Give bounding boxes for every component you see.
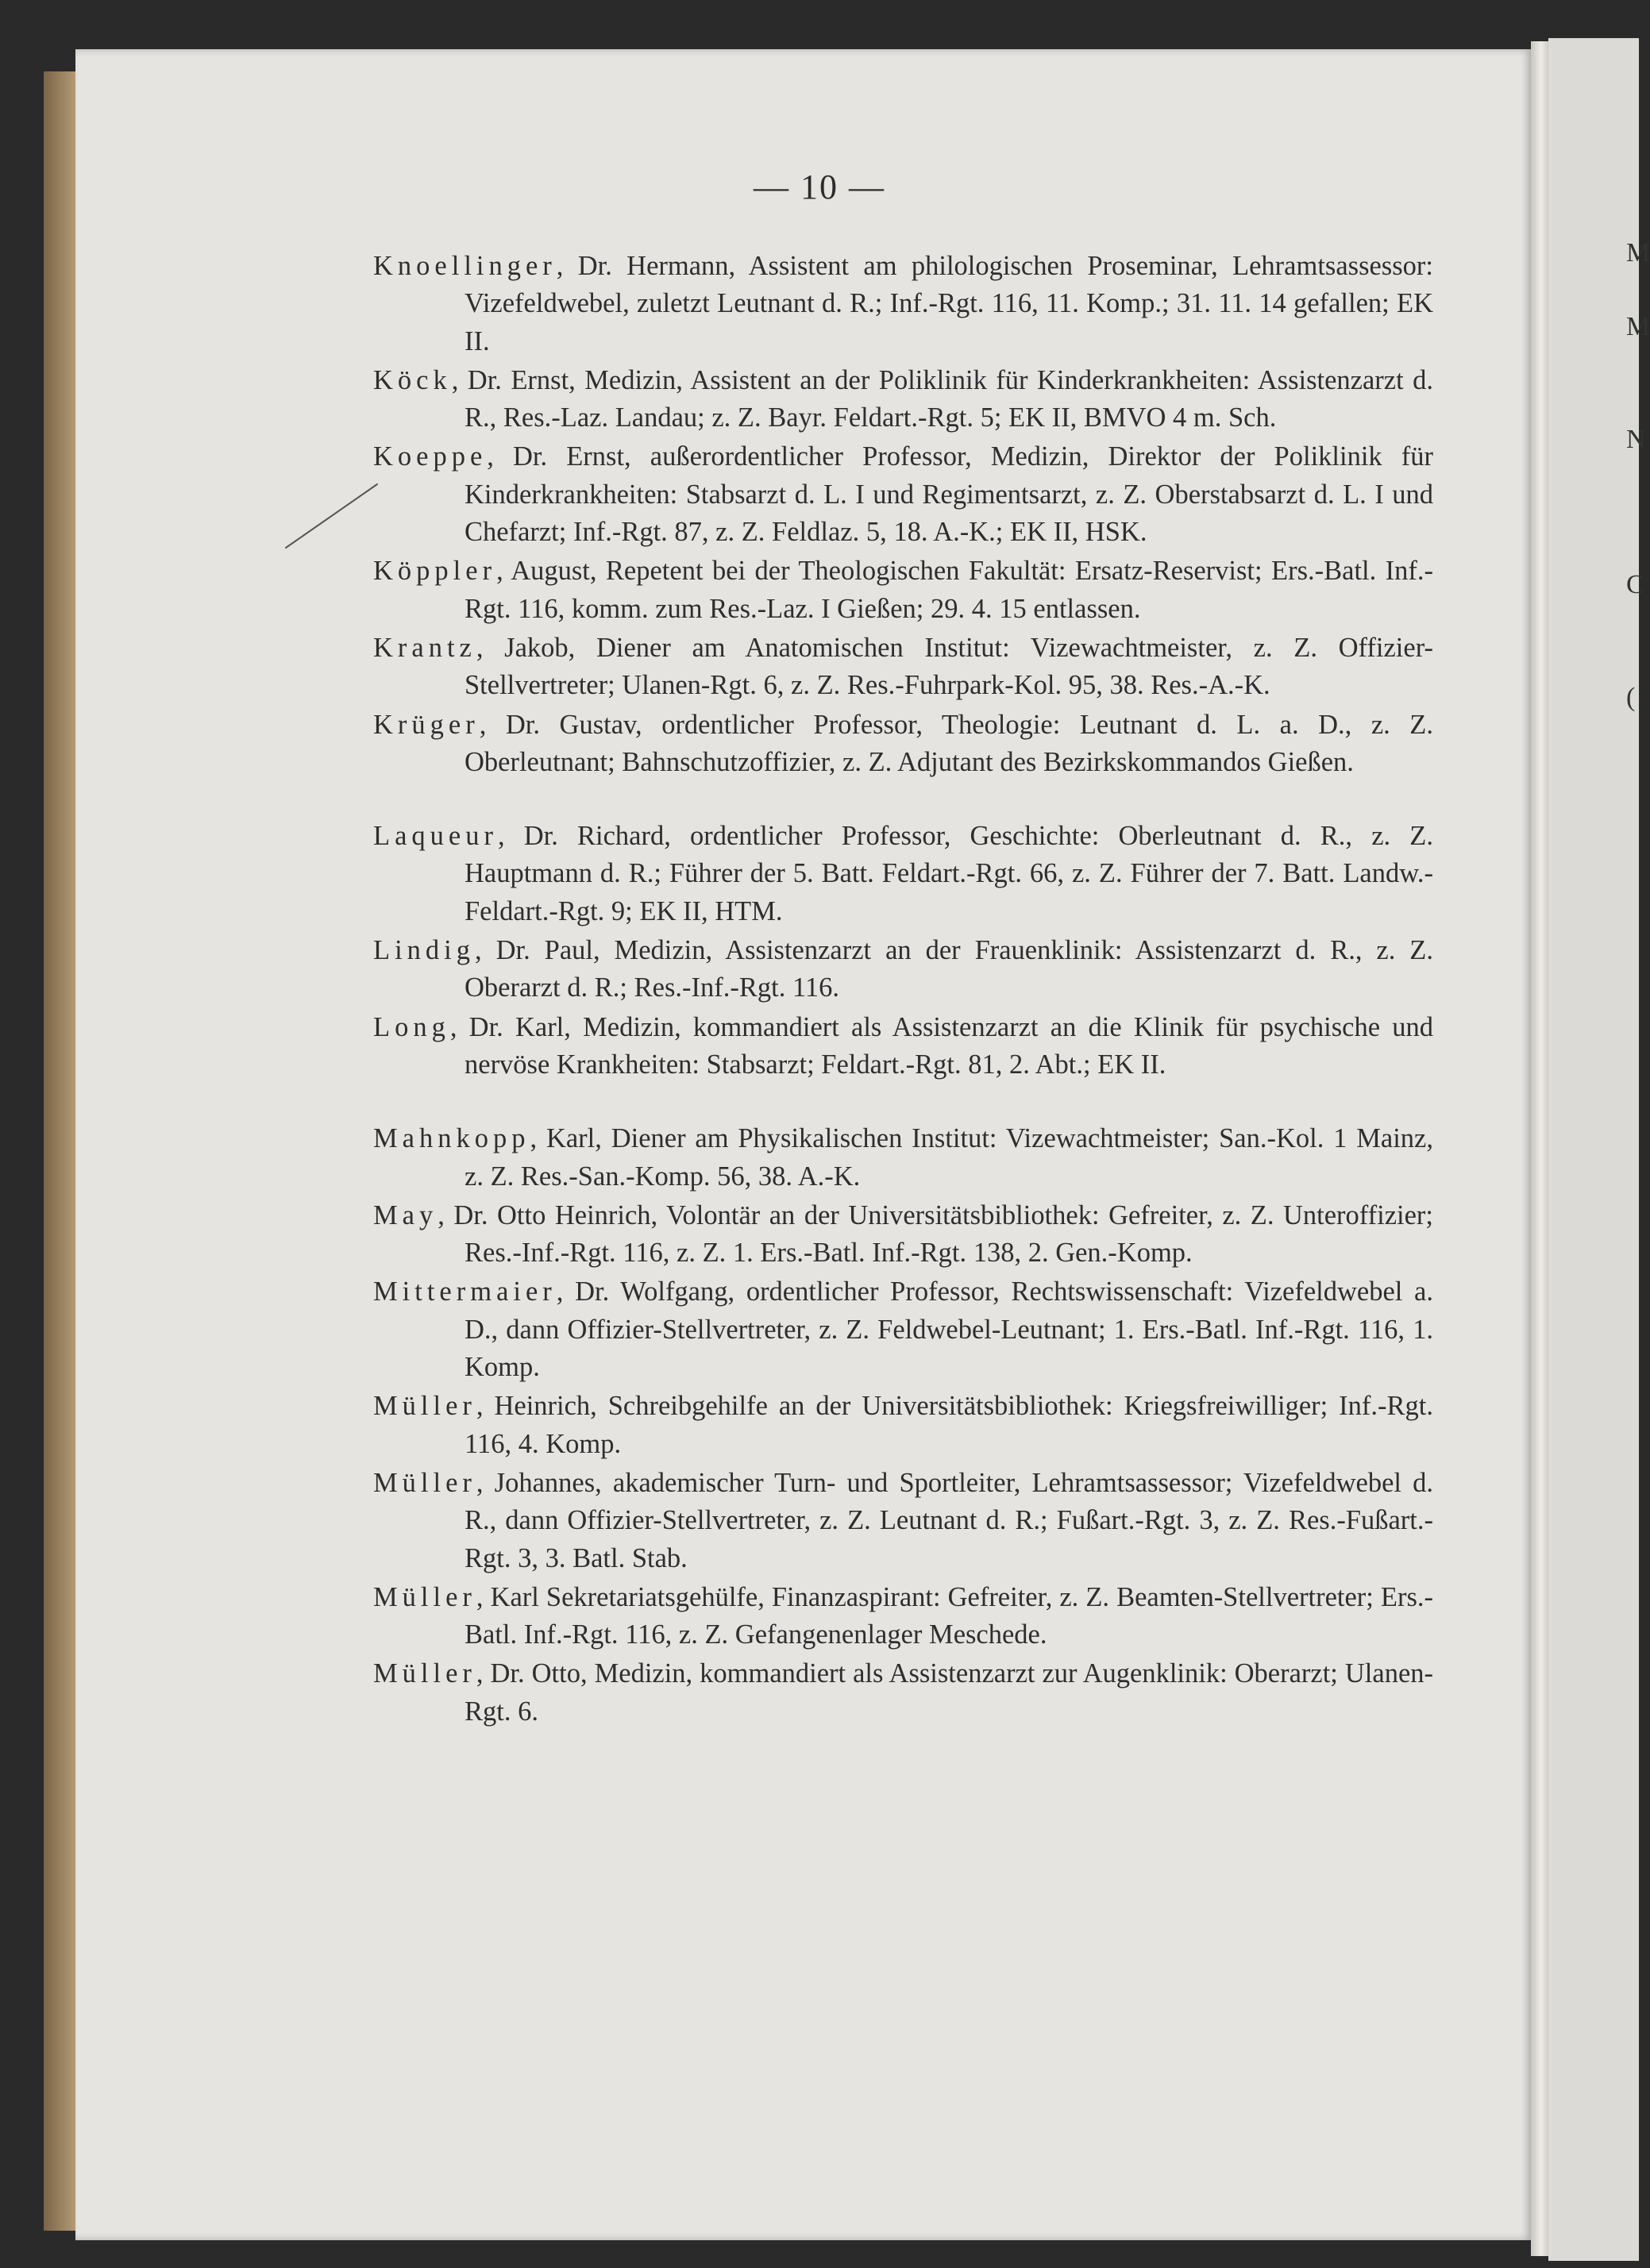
- entry-details: , Dr. Richard, ordentlicher Professor, Geschichte: Oberleutnant d. R., z. Z. Hauptmann d. R.; Führer der 5. Batt. Feldart.-Rgt. 66, z. Z. Führer der 7. Batt. Landw.-Feldart.-Rgt. 9; EK II, HTM.: [465, 821, 1433, 926]
- register-entry: [373, 438, 1433, 551]
- register-entry: [373, 707, 1433, 782]
- section-gap: [373, 783, 1433, 818]
- entry-details: , Dr. Gustav, ordentlicher Professor, Theologie: Leutnant d. L. a. D., z. Z. Oberleutnant; Bahnschutzoffizier, z. Z. Adjutant des Bezirkskommandos Gießen.: [465, 709, 1433, 777]
- adjacent-page-edge: [1548, 38, 1639, 2261]
- entry-details: , Jakob, Diener am Anatomischen Institut: Vizewachtmeister, z. Z. Offizier-Stellvertreter; Ulanen-Rgt. 6, z. Z. Res.-Fuhrpark-Kol. 95, 38. Res.-A.-K.: [465, 632, 1433, 701]
- entry-surname: Müller: [373, 1581, 476, 1612]
- entry-details: , Dr. Otto, Medizin, kommandiert als Assistenzarzt zur Augenklinik: Oberarzt; Ulanen-Rgt. 6.: [465, 1658, 1433, 1727]
- entry-surname: Knoellinger: [373, 251, 557, 281]
- register-entry: [373, 1465, 1433, 1577]
- register-entry: [373, 248, 1433, 360]
- entry-details: , Dr. Karl, Medizin, kommandiert als Assistenzarzt an die Klinik für psychische und nervöse Krankheiten: Stabsarzt; Feldart.-Rgt. 81, 2. Abt.; EK II.: [449, 1011, 1433, 1080]
- entry-details: , Dr. Otto Heinrich, Volontär an der Universitätsbibliothek: Gefreiter, z. Z. Unteroffizier; Res.-Inf.-Rgt. 116, z. Z. 1. Ers.-Batl. Inf.-Rgt. 138, 2. Gen.-Komp.: [438, 1199, 1433, 1269]
- entry-details: , Dr. Wolfgang, ordentlicher Professor, Rechtswissenschaft: Vizefeldwebel a. D., dann Offizier-Stellvertreter, z. Z. Feldwebel-Leutnant; 1. Ers.-Batl. Inf.-Rgt. 116, 1. Komp.: [465, 1276, 1433, 1383]
- register-entry: [373, 553, 1433, 628]
- entry-surname: Mittermaier: [373, 1276, 557, 1307]
- entry-details: , Dr. Ernst, Medizin, Assistent an der Poliklinik für Kinderkrankheiten: Assistenzarzt d. R., Res.-Laz. Landau; z. Z. Bayr. Feldart.-Rgt. 5; EK II, BMVO 4 m. Sch.: [451, 364, 1433, 433]
- register-entry: [373, 1579, 1433, 1654]
- register-entry: [373, 1197, 1433, 1273]
- entry-details: , August, Repetent bei der Theologischen Fakultät: Ersatz-Reservist; Ers.-Batl. Inf.-Rgt. 116, komm. zum Res.-Laz. I Gießen; 29. 4. 15 entlassen.: [465, 556, 1433, 624]
- entry-surname: Müller: [373, 1391, 476, 1422]
- entry-surname: Krantz: [373, 632, 476, 663]
- register-entry: [373, 1120, 1433, 1196]
- entry-surname: Köck: [373, 364, 452, 395]
- adjacent-page-letter: (: [1626, 683, 1636, 712]
- adjacent-page-letter: M: [1626, 238, 1650, 268]
- section-gap: [373, 1085, 1433, 1120]
- entry-details: , Karl Sekretariatsgehülfe, Finanzaspirant: Gefreiter, z. Z. Beamten-Stellvertreter; Ers.-Batl. Inf.-Rgt. 116, z. Z. Gefangenenlager Meschede.: [465, 1581, 1433, 1650]
- entry-details: , Dr. Paul, Medizin, Assistenzarzt an der Frauenklinik: Assistenzarzt d. R., z. Z. Oberarzt d. R.; Res.-Inf.-Rgt. 116.: [465, 935, 1433, 1003]
- entry-surname: Krüger: [373, 709, 480, 740]
- entry-surname: Lindig: [373, 935, 475, 966]
- entry-details: , Johannes, akademischer Turn- und Sportleiter, Lehramtsassessor; Vizefeldwebel d. R., dann Offizier-Stellvertreter, z. Z. Leutnant d. R.; Fußart.-Rgt. 3, z. Z. Res.-Fußart.-Rgt. 3, 3. Batl. Stab.: [465, 1467, 1433, 1573]
- register-entry: [373, 1388, 1433, 1463]
- entry-details: , Heinrich, Schreibgehilfe an der Universitätsbibliothek: Kriegsfreiwilliger; Inf.-Rgt. 116, 4. Komp.: [465, 1391, 1433, 1459]
- entry-surname: May: [373, 1199, 438, 1230]
- adjacent-page-letter: N: [1626, 425, 1646, 454]
- page-number: — 10 —: [754, 168, 885, 206]
- entry-surname: Müller: [373, 1467, 476, 1498]
- register-entry: [373, 1655, 1433, 1731]
- pencil-stroke: [282, 476, 385, 556]
- register-entry: [373, 1273, 1433, 1386]
- entry-surname: Laqueur: [373, 821, 498, 852]
- entry-surname: Köppler: [373, 556, 497, 587]
- adjacent-page-letter: M: [1626, 312, 1650, 341]
- entry-surname: Mahnkopp: [373, 1123, 530, 1154]
- entry-surname: Long: [373, 1011, 450, 1042]
- entry-details: , Dr. Ernst, außerordentlicher Professor, Medizin, Direktor der Poliklinik für Kinderkrankheiten: Stabsarzt d. L. I und Regimentsarzt, z. Z. Oberstabsarzt d. L. I und Chefarzt; Inf.-Rgt. 87, z. Z. Feldlaz. 5, 18. A.-K.; EK II, HSK.: [465, 441, 1433, 548]
- register-entry: [373, 630, 1433, 705]
- entry-surname: Müller: [373, 1658, 476, 1689]
- register-entry: [373, 818, 1433, 930]
- entry-list: [373, 248, 1433, 1732]
- register-entry: [373, 1009, 1433, 1084]
- register-entry: [373, 932, 1433, 1007]
- book-cover-edge: [44, 71, 75, 2231]
- register-entry: [373, 362, 1433, 437]
- entry-details: , Karl, Diener am Physikalischen Institut: Vizewachtmeister; San.-Kol. 1 Mainz, z. Z. Res.-San.-Komp. 56, 38. A.-K.: [465, 1123, 1433, 1192]
- entry-surname: Koeppe: [373, 441, 488, 472]
- entry-details: , Dr. Hermann, Assistent am philologischen Proseminar, Lehramtsassessor: Vizefeldwebel, zuletzt Leutnant d. R.; Inf.-Rgt. 116, 11. Komp.; 31. 11. 14 gefallen; EK II.: [465, 251, 1433, 356]
- adjacent-page-letter: C: [1626, 570, 1644, 599]
